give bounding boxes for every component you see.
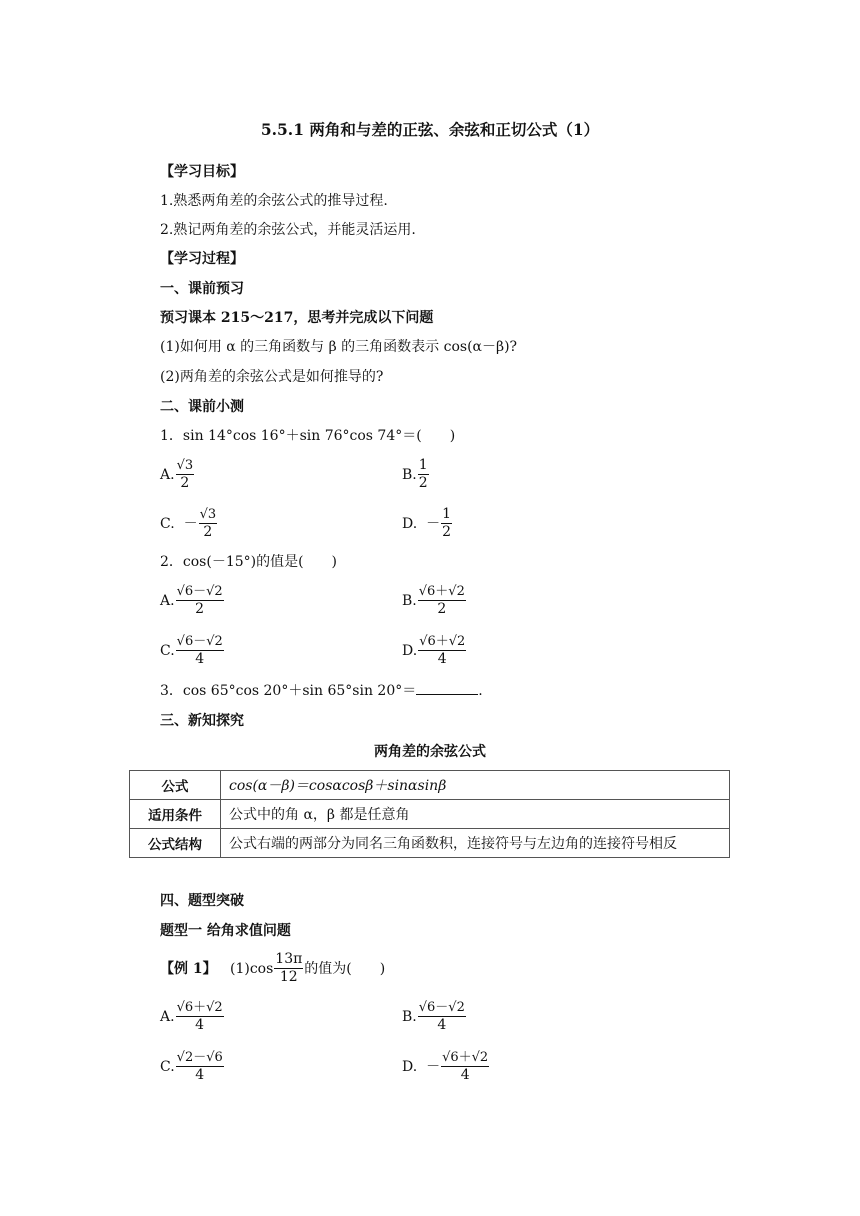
option-a: A. $\frac{√6-√2}{2}$ (160, 584, 223, 617)
fraction: $\frac{√3}{2}$ (199, 507, 217, 540)
answer-blank[interactable] (416, 682, 478, 695)
row-value: cos(α－β)＝cosαcosβ＋sinαsinβ (221, 771, 730, 800)
table-row (130, 829, 730, 858)
row-label: 适用条件 (130, 800, 221, 829)
fraction: $\frac{√6+√2}{4}$ (176, 1000, 223, 1033)
option-d: D. － $\frac{1}{2}$ (402, 506, 452, 540)
breakthrough-heading: 四、题型突破 (160, 893, 244, 909)
fraction: $\frac{√6-√2}{4}$ (418, 1000, 465, 1033)
explore-heading: 三、新知探究 (160, 713, 244, 729)
option-b: B. $\frac{√6+√2}{2}$ (402, 584, 465, 617)
option-a: A. $\frac{√3}{2}$ (160, 458, 194, 491)
row-label: 公式 (130, 771, 221, 800)
table-row (130, 800, 730, 829)
objective-item: 2.熟记两角差的余弦公式，并能灵活运用. (160, 222, 416, 238)
fraction: $\frac{√2-√6}{4}$ (176, 1050, 223, 1083)
quiz-heading: 二、课前小测 (160, 399, 244, 415)
formula-table (129, 770, 730, 858)
preview-instruction: 预习课本 215～217，思考并完成以下问题 (160, 310, 434, 326)
option-c: C. $\frac{√6-√2}{4}$ (160, 634, 223, 667)
row-value: 公式右端的两部分为同名三角函数积，连接符号与左边角的连接符号相反 (221, 829, 730, 858)
fraction: $\frac{√6-√2}{4}$ (176, 634, 223, 667)
preview-heading: 一、课前预习 (160, 281, 244, 297)
option-a: A. $\frac{√6+√2}{4}$ (160, 1000, 223, 1033)
process-heading: 【学习过程】 (160, 251, 244, 267)
option-b: B. $\frac{√6-√2}{4}$ (402, 1000, 465, 1033)
fraction: $\frac{1}{2}$ (418, 457, 428, 491)
table-title: 两角差的余弦公式 (374, 744, 486, 760)
quiz-question-1: 1．sin 14°cos 16°＋sin 76°cos 74°＝( ) (160, 428, 456, 444)
preview-question: (1)如何用 α 的三角函数与 β 的三角函数表示 cos(α－β)? (160, 339, 518, 355)
option-d: D. － $\frac{√6+√2}{4}$ (402, 1050, 489, 1083)
fraction: $\frac{√6+√2}{4}$ (442, 1050, 489, 1083)
type1-heading: 题型一 给角求值问题 (160, 923, 291, 939)
row-value: 公式中的角 α，β 都是任意角 (221, 800, 730, 829)
fraction: $\frac{√6-√2}{2}$ (176, 584, 223, 617)
preview-question: (2)两角差的余弦公式是如何推导的? (160, 369, 384, 385)
fraction: $\frac{13\pi}{12}$ (275, 951, 303, 985)
example-1-stem: 【例 1】 (1)cos $\frac{13\pi}{12}$ 的值为( ) (160, 951, 386, 985)
objectives-heading: 【学习目标】 (160, 164, 244, 180)
fraction: $\frac{√6+√2}{2}$ (418, 584, 465, 617)
table-row (130, 771, 730, 800)
objective-item: 1.熟悉两角差的余弦公式的推导过程. (160, 193, 388, 209)
quiz-question-2: 2．cos(－15°)的值是( ) (160, 554, 338, 570)
quiz-question-3: 3．cos 65°cos 20°＋sin 65°sin 20°＝ . (160, 683, 483, 699)
fraction: $\frac{1}{2}$ (442, 506, 452, 540)
option-b: B. $\frac{1}{2}$ (402, 457, 428, 491)
fraction: $\frac{√3}{2}$ (176, 458, 194, 491)
option-c: C. $\frac{√2-√6}{4}$ (160, 1050, 223, 1083)
row-label: 公式结构 (130, 829, 221, 858)
option-d: D. $\frac{√6+√2}{4}$ (402, 634, 466, 667)
fraction: $\frac{√6+√2}{4}$ (419, 634, 466, 667)
page-title: 5.5.1 两角和与差的正弦、余弦和正切公式（1） (260, 120, 600, 139)
option-c: C. － $\frac{√3}{2}$ (160, 507, 217, 540)
